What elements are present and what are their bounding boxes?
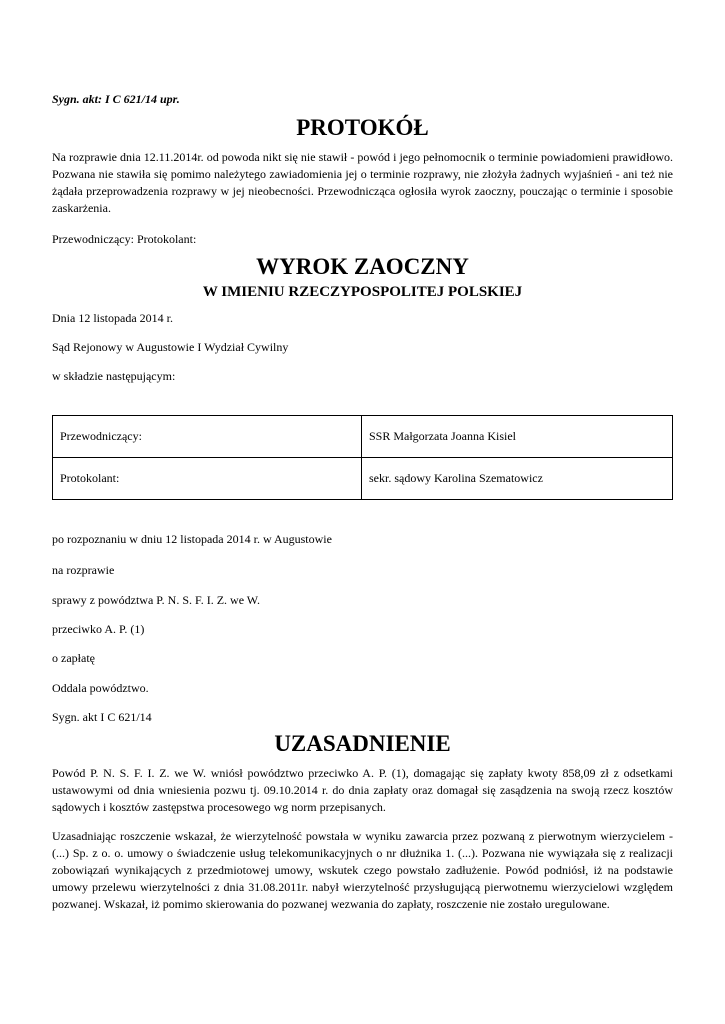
protocol-title: PROTOKÓŁ xyxy=(296,115,429,140)
ruling-line: Oddala powództwo. xyxy=(52,681,149,695)
protocol-signatures: Przewodniczący: Protokolant: xyxy=(52,232,197,246)
table-row xyxy=(53,458,673,500)
court-name: Sąd Rejonowy w Augustowie I Wydział Cywilny xyxy=(52,340,289,354)
composition-person: SSR Małgorzata Joanna Kisiel xyxy=(362,416,673,458)
justification-para2: Uzasadniając roszczenie wskazał, że wierzytelność powstała w wyniku zawarcia przez pozwaną z pierwotnym wierzycielem - (...) Sp. z o. o. umowy o świadczenie usług telekomunikacyjnych o nr dłużnika 1. (...). Pozwana nie wywiązała się z realizacji zobowiązań wynikających z przedmiotowej umowy, wskutek czego powstało zadłużenie. Powód podniósł, iż na podstawie umowy przelewu wierzytelności z dnia 31.08.2011r. nabył wierzytelność przysługującą pierwotnemu wierzycielowi względem pozwanej. Wskazał, iż pomimo skierowania do pozwanej wezwania do zapłaty, roszczenie nie zostało uregulowane. xyxy=(52,829,673,911)
justification-title-wrap xyxy=(52,730,673,758)
judgment-date: Dnia 12 listopada 2014 r. xyxy=(52,311,173,325)
protocol-body: Na rozprawie dnia 12.11.2014r. od powoda nikt się nie stawił - powód i jego pełnomocnik o terminie powiadomieni prawidłowo. Pozwana nie stawiła się pomimo należytego zawiadomienia jej o terminie rozprawy, nie złożyła żadnych wyjaśnień - ani też nie żądała przeprowadzenia rozprawy w jej nieobecności. Przewodnicząca ogłosiła wyrok zaoczny, pouczając o terminie i sposobie zaskarżenia. xyxy=(52,150,673,215)
composition-person: sekr. sądowy Karolina Szematowicz xyxy=(362,458,673,500)
judgment-subtitle-wrap xyxy=(52,283,673,301)
protocol-body-wrap xyxy=(52,149,673,217)
justification-para2-wrap xyxy=(52,828,673,913)
subject-line: o zapłatę xyxy=(52,651,95,665)
hearing-line: na rozprawie xyxy=(52,563,115,577)
case-ref-line: Sygn. akt I C 621/14 xyxy=(52,710,152,724)
table-row xyxy=(53,416,673,458)
protocol-title-wrap xyxy=(52,114,673,142)
composition-role: Przewodniczący: xyxy=(53,416,362,458)
justification-para1-wrap xyxy=(52,765,673,816)
judgment-subtitle: W IMIENIU RZECZYPOSPOLITEJ POLSKIEJ xyxy=(202,284,523,300)
judgment-title: WYROK ZAOCZNY xyxy=(256,254,469,279)
judgment-title-wrap xyxy=(52,253,673,281)
case-signature: Sygn. akt: I C 621/14 upr. xyxy=(52,92,180,106)
against-line: przeciwko A. P. (1) xyxy=(52,622,145,636)
justification-title: UZASADNIENIE xyxy=(274,731,451,756)
composition-intro: w składzie następującym: xyxy=(52,369,176,383)
composition-table xyxy=(52,415,673,500)
considered-line: po rozpoznaniu w dniu 12 listopada 2014 r. w Augustowie xyxy=(52,532,332,546)
justification-para1: Powód P. N. S. F. I. Z. we W. wniósł powództwo przeciwko A. P. (1), domagając się zapłaty kwoty 858,09 zł z odsetkami ustawowymi od dnia wniesienia pozwu tj. 09.10.2014 r. do dnia zapłaty oraz domagał się zasądzenia na swoją rzecz kosztów sądowych i kosztów zastępstwa procesowego wg norm przepisanych. xyxy=(52,766,673,814)
case-line: sprawy z powództwa P. N. S. F. I. Z. we W. xyxy=(52,593,261,607)
composition-role: Protokolant: xyxy=(53,458,362,500)
